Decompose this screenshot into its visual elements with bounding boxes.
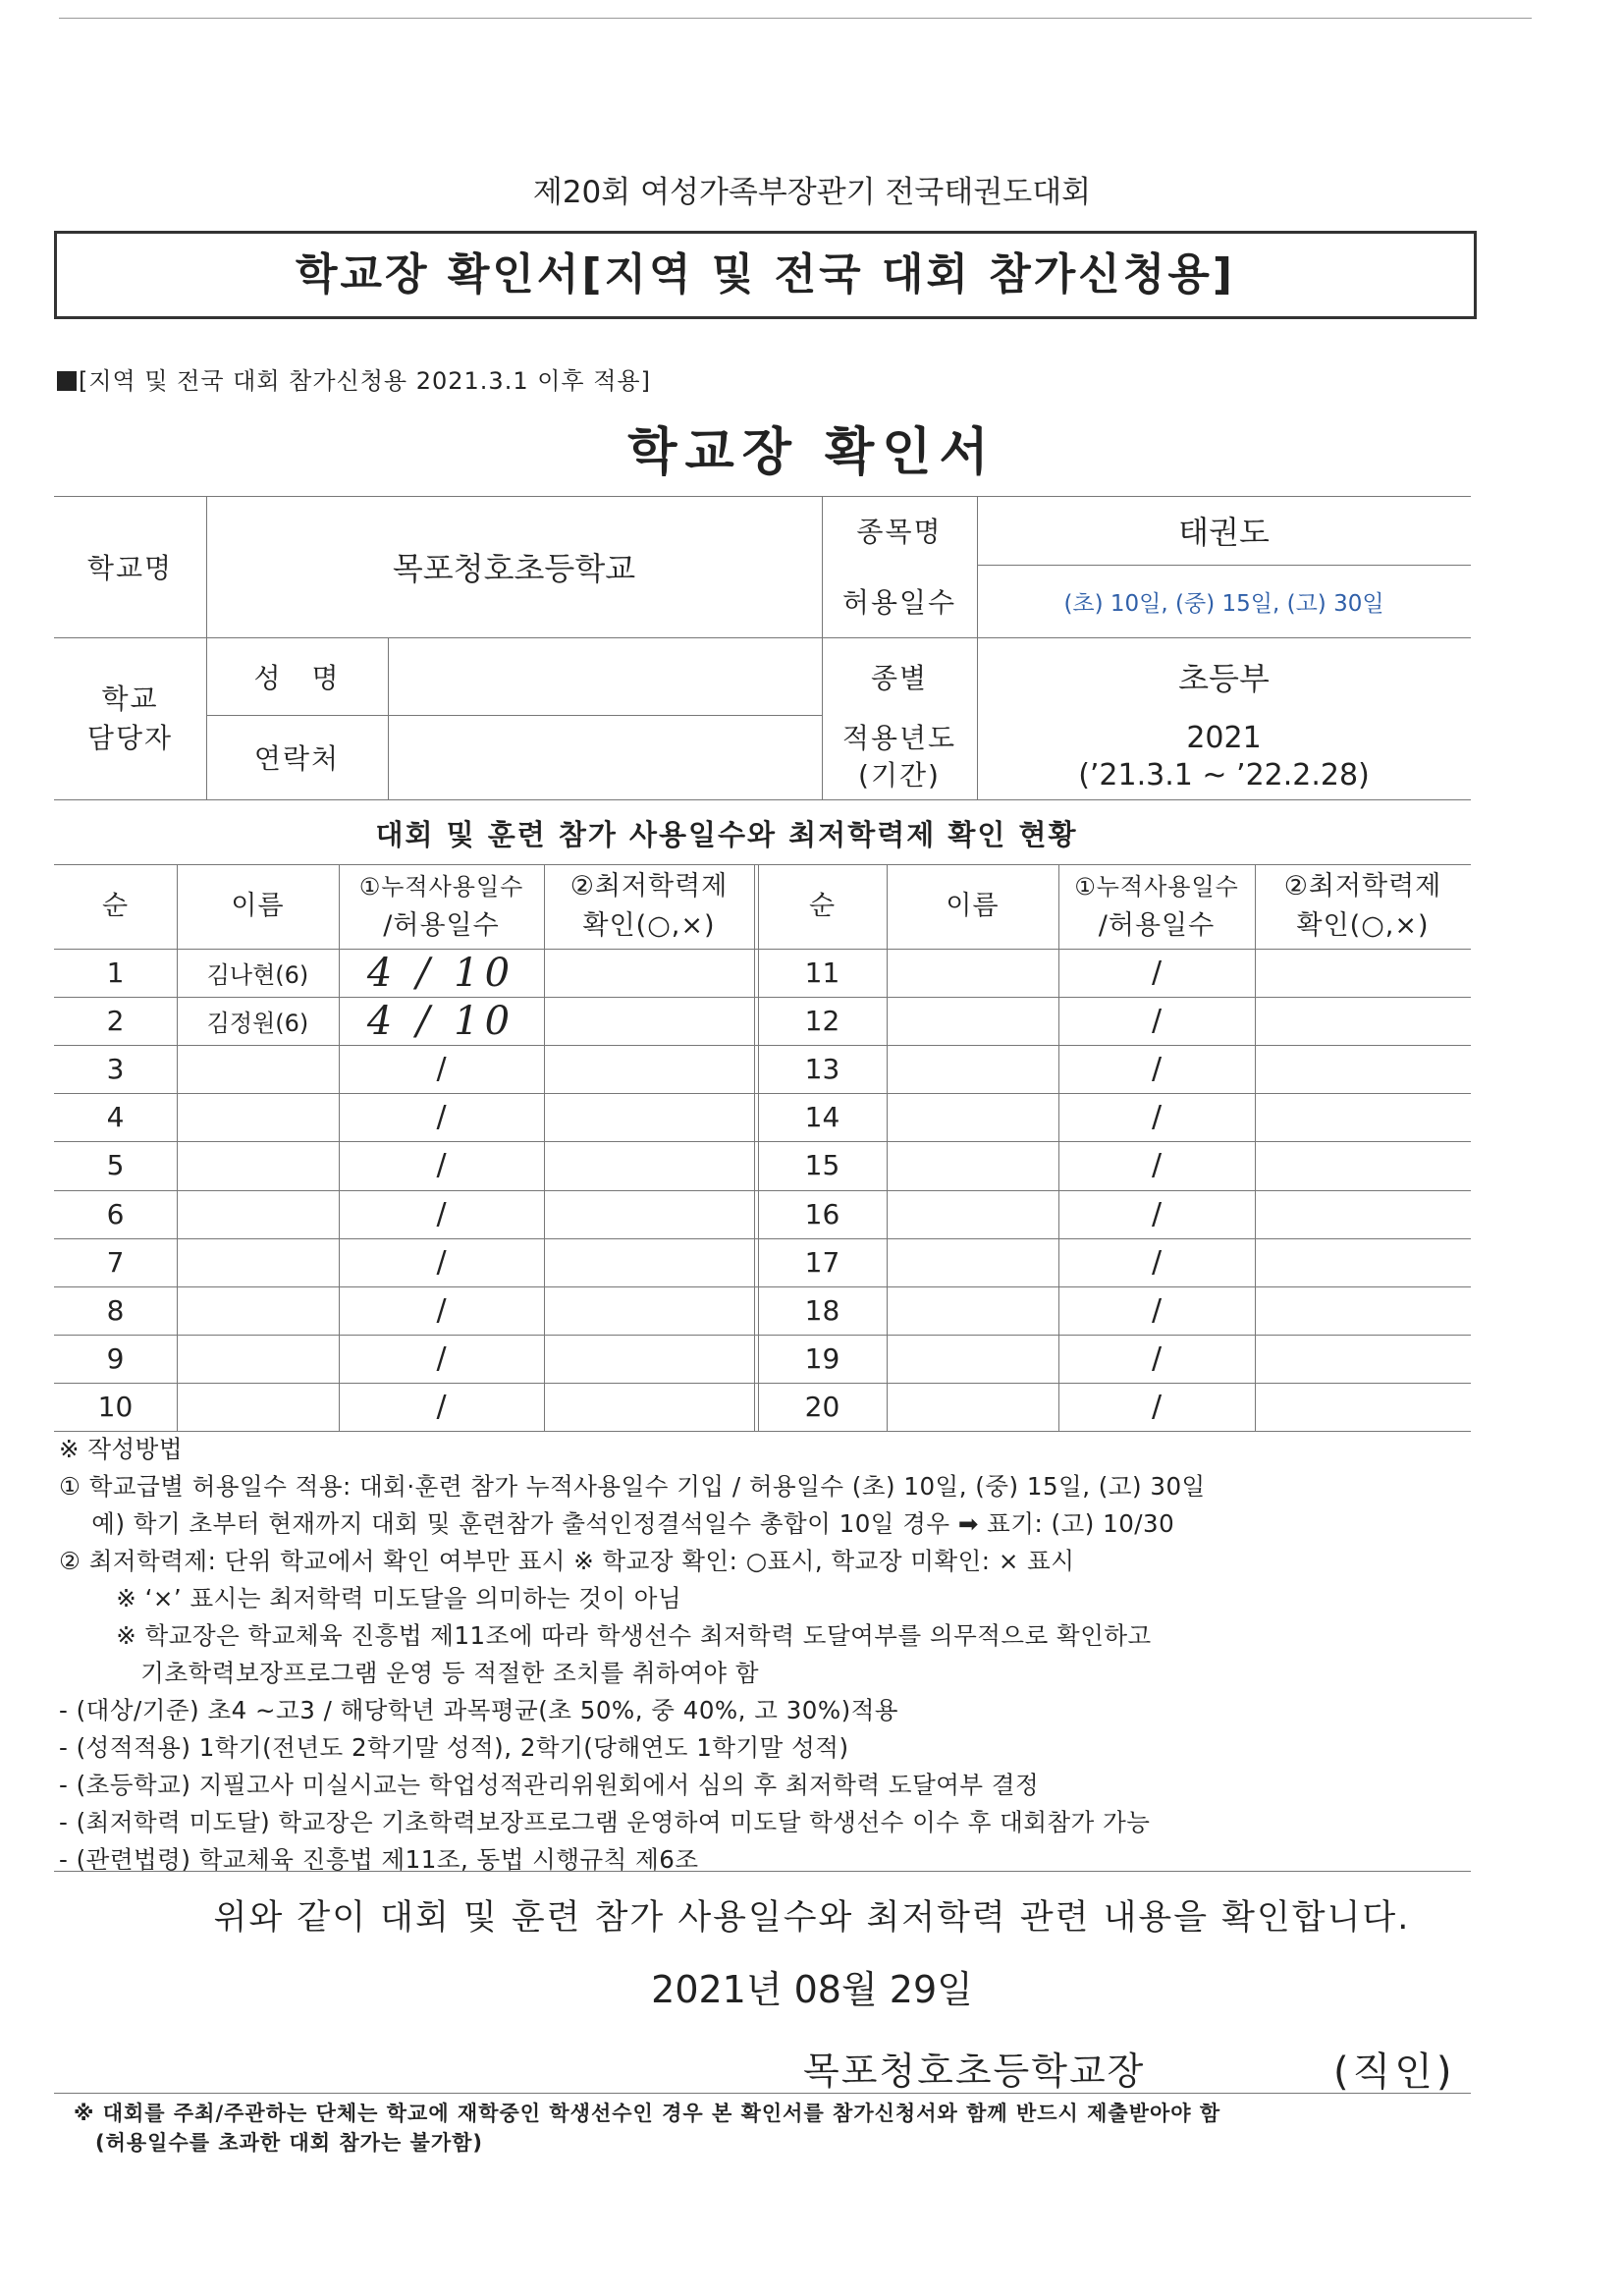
row-check[interactable] — [1255, 1238, 1471, 1286]
footnote — [74, 2099, 1468, 2158]
square-bullet-icon — [57, 371, 77, 391]
header-days-line2: /허용일수 — [1098, 910, 1216, 941]
row-number: 16 — [804, 1197, 840, 1230]
row-number: 7 — [106, 1245, 125, 1279]
staff-name-value[interactable] — [388, 637, 822, 715]
notice-line — [57, 361, 651, 396]
row-check[interactable] — [1255, 1045, 1471, 1093]
top-divider — [59, 18, 1532, 19]
row-number: 2 — [106, 1005, 125, 1038]
row-days[interactable]: / — [1151, 1389, 1163, 1424]
period-label — [822, 715, 977, 799]
contact-label: 연락처 — [253, 742, 341, 775]
row-name[interactable] — [177, 1238, 339, 1286]
row-days[interactable]: / — [1151, 956, 1163, 991]
row-days[interactable]: 4 / 10 — [366, 950, 516, 996]
allowed-days-value: (초) 10일, (중) 15일, (고) 30일 — [1063, 590, 1384, 617]
method-line: ※ ‘×’ 표시는 최저학력 미도달을 의미하는 것이 아님 — [59, 1584, 682, 1613]
row-check[interactable] — [544, 1286, 754, 1335]
row-days[interactable]: 4 / 10 — [366, 998, 516, 1044]
method-title: ※ 작성방법 — [59, 1435, 183, 1463]
row-name[interactable] — [177, 1045, 339, 1093]
row-days[interactable]: / — [436, 1100, 447, 1135]
footnote-line: (허용일수를 초과한 대회 참가는 불가함) — [74, 2131, 484, 2155]
header-name-left: 이름 — [231, 891, 285, 921]
header-check-right — [1255, 864, 1471, 949]
row-days[interactable]: / — [436, 1292, 447, 1328]
header-check-left — [544, 864, 754, 949]
row-number: 8 — [106, 1293, 125, 1327]
row-name[interactable] — [177, 1093, 339, 1141]
header-name-right: 이름 — [946, 891, 1000, 921]
row-number: 3 — [106, 1053, 125, 1086]
row-name[interactable] — [887, 1286, 1058, 1335]
row-number: 17 — [804, 1245, 840, 1279]
row-name[interactable] — [887, 1190, 1058, 1238]
row-days[interactable]: / — [1151, 1148, 1163, 1183]
row-name[interactable]: 김나현(6) — [206, 961, 309, 990]
method-line: ① 학교급별 허용일수 적용: 대회·훈련 참가 누적사용일수 기입 / 허용일수 (초) 10일, (중) 15일, (고) 30일 — [59, 1472, 1206, 1501]
method-line: - (관련법령) 학교체육 진흥법 제11조, 동법 시행규칙 제6조 — [59, 1845, 699, 1874]
row-check[interactable] — [1255, 1335, 1471, 1383]
row-name[interactable] — [177, 1335, 339, 1383]
row-days[interactable]: / — [436, 1052, 447, 1087]
school-name-label: 학교명 — [86, 552, 174, 584]
row-days[interactable]: / — [436, 1148, 447, 1183]
allowed-days-label: 허용일수 — [841, 586, 957, 619]
row-check[interactable] — [544, 1045, 754, 1093]
period-label-line2: (기간) — [858, 759, 941, 792]
footnote-line: ※ 대회를 주최/주관하는 단체는 학교에 재학중인 학생선수인 경우 본 확인서를 참가신청서와 함께 반드시 제출받아야 함 — [74, 2102, 1221, 2125]
footer-divider — [54, 2093, 1471, 2094]
row-check[interactable] — [1255, 949, 1471, 997]
row-days[interactable]: / — [436, 1389, 447, 1424]
method-line: - (초등학교) 지필고사 미실시교는 학업성적관리위원회에서 심의 후 최저학력 도달여부 결정 — [59, 1771, 1040, 1799]
row-name[interactable] — [177, 1383, 339, 1431]
confirmation-date: 2021년 08월 29일 — [651, 1968, 973, 2011]
row-check[interactable] — [1255, 1190, 1471, 1238]
official-seal-mark: (직인) — [1333, 2050, 1456, 2095]
sport-label: 종목명 — [856, 516, 943, 548]
form-title: 학교장 확인서 — [627, 423, 997, 482]
division-label: 종별 — [870, 661, 929, 694]
method-line: ② 최저학력제: 단위 학교에서 확인 여부만 표시 ※ 학교장 확인: ○표시, 학교장 미확인: × 표시 — [59, 1547, 1075, 1575]
row-number: 5 — [106, 1149, 125, 1182]
row-check[interactable] — [544, 949, 754, 997]
staff-label-line1: 학교 — [101, 682, 159, 715]
row-check[interactable] — [544, 1383, 754, 1431]
row-days[interactable]: / — [436, 1340, 447, 1376]
row-check[interactable] — [544, 1335, 754, 1383]
row-number: 13 — [804, 1053, 840, 1086]
row-check[interactable] — [1255, 1141, 1471, 1189]
row-number: 15 — [804, 1149, 840, 1182]
row-name[interactable] — [177, 1190, 339, 1238]
row-name[interactable] — [887, 1335, 1058, 1383]
school-name-value: 목포청호초등학교 — [392, 550, 636, 587]
header-no-left: 순 — [101, 891, 130, 921]
row-name[interactable] — [887, 1141, 1058, 1189]
main-title: 학교장 확인서[지역 및 전국 대회 참가신청용] — [54, 231, 1477, 319]
row-check[interactable] — [544, 997, 754, 1045]
row-check[interactable] — [1255, 1383, 1471, 1431]
row-days[interactable]: / — [1151, 1340, 1163, 1376]
header-check-line2: 확인(○,×) — [582, 910, 716, 941]
method-line: ※ 학교장은 학교체육 진흥법 제11조에 따라 학생선수 최저학력 도달여부를 의무적으로 확인하고 — [59, 1621, 1152, 1650]
method-line: - (성적적용) 1학기(전년도 2학기말 성적), 2학기(당해연도 1학기말 성적) — [59, 1733, 849, 1762]
header-days-line1: ①누적사용일수 — [1074, 873, 1239, 901]
row-check[interactable] — [544, 1141, 754, 1189]
header-days-line1: ①누적사용일수 — [358, 873, 524, 901]
writing-method — [59, 1431, 1473, 1879]
row-check[interactable] — [544, 1093, 754, 1141]
header-check-line2: 확인(○,×) — [1296, 910, 1430, 941]
row-name[interactable] — [887, 1093, 1058, 1141]
row-name[interactable] — [887, 1238, 1058, 1286]
row-days[interactable]: / — [1151, 1196, 1163, 1231]
row-number: 6 — [106, 1197, 125, 1230]
notice-text: [지역 및 전국 대회 참가신청용 2021.3.1 이후 적용] — [79, 367, 651, 395]
row-number: 18 — [804, 1293, 840, 1327]
row-number: 12 — [804, 1005, 840, 1038]
period-year: 2021 — [1186, 721, 1262, 755]
row-check[interactable] — [1255, 997, 1471, 1045]
method-line: - (대상/기준) 초4 ~고3 / 해당학년 과목평균(초 50%, 중 40%, 고 30%)적용 — [59, 1696, 899, 1724]
period-range: (’21.3.1 ~ ’22.2.28) — [1078, 758, 1370, 793]
row-number: 11 — [804, 957, 840, 990]
row-days[interactable]: / — [1151, 1100, 1163, 1135]
row-days[interactable]: / — [1151, 1292, 1163, 1328]
row-days[interactable]: / — [1151, 1052, 1163, 1087]
row-name[interactable] — [177, 1141, 339, 1189]
row-name[interactable] — [887, 997, 1058, 1045]
event-title: 제20회 여성가족부장관기 전국태권도대회 — [532, 175, 1092, 210]
row-name[interactable] — [177, 1286, 339, 1335]
header-check-line1: ②최저학력제 — [1283, 871, 1442, 902]
row-check[interactable] — [1255, 1093, 1471, 1141]
method-line: 기초학력보장프로그램 운영 등 적절한 조치를 취하여야 함 — [59, 1659, 760, 1687]
staff-label — [54, 637, 206, 799]
principal-name: 목포청호초등학교장 — [803, 2050, 1146, 2093]
method-line: - (최저학력 미도달) 학교장은 기초학력보장프로그램 운영하여 미도달 학생선수 이수 후 대회참가 가능 — [59, 1808, 1151, 1836]
header-no-right: 순 — [808, 891, 837, 921]
row-name[interactable] — [887, 949, 1058, 997]
row-name[interactable] — [887, 1045, 1058, 1093]
row-name[interactable]: 김정원(6) — [206, 1010, 309, 1038]
contact-value[interactable] — [388, 715, 822, 799]
row-days[interactable]: / — [1151, 1004, 1163, 1039]
header-days-line2: /허용일수 — [383, 910, 500, 941]
confirmation-statement: 위와 같이 대회 및 훈련 참가 사용일수와 최저학력 관련 내용을 확인합니다. — [213, 1898, 1411, 1938]
row-check[interactable] — [544, 1190, 754, 1238]
staff-name-label: 성 명 — [253, 661, 341, 694]
row-number: 20 — [804, 1390, 840, 1423]
row-days[interactable]: / — [1151, 1244, 1163, 1280]
period-label-line1: 적용년도 — [841, 722, 957, 754]
row-number: 1 — [106, 957, 125, 990]
method-bottom-divider — [54, 1871, 1471, 1872]
method-line: 예) 학기 초부터 현재까지 대회 및 훈련참가 출석인정결석일수 총합이 10일 경우 ➡ 표기: (고) 10/30 — [59, 1509, 1175, 1538]
header-check-line1: ②최저학력제 — [569, 871, 729, 902]
row-days[interactable]: / — [436, 1244, 447, 1280]
row-check[interactable] — [1255, 1286, 1471, 1335]
header-days-left — [339, 864, 544, 949]
staff-label-line2: 담당자 — [86, 721, 174, 754]
row-number: 19 — [804, 1341, 840, 1375]
row-number: 9 — [106, 1341, 125, 1375]
section-title: 대회 및 훈련 참가 사용일수와 최저학력제 확인 현황 — [375, 818, 1078, 851]
row-number: 10 — [97, 1390, 134, 1423]
division-value: 초등부 — [1178, 659, 1270, 697]
header-days-right — [1058, 864, 1255, 949]
sport-value: 태권도 — [1178, 514, 1270, 551]
row-number: 14 — [804, 1101, 840, 1134]
row-name[interactable] — [887, 1383, 1058, 1431]
period-value — [977, 715, 1471, 799]
row-days[interactable]: / — [436, 1196, 447, 1231]
row-check[interactable] — [544, 1238, 754, 1286]
row-number: 4 — [106, 1101, 125, 1134]
